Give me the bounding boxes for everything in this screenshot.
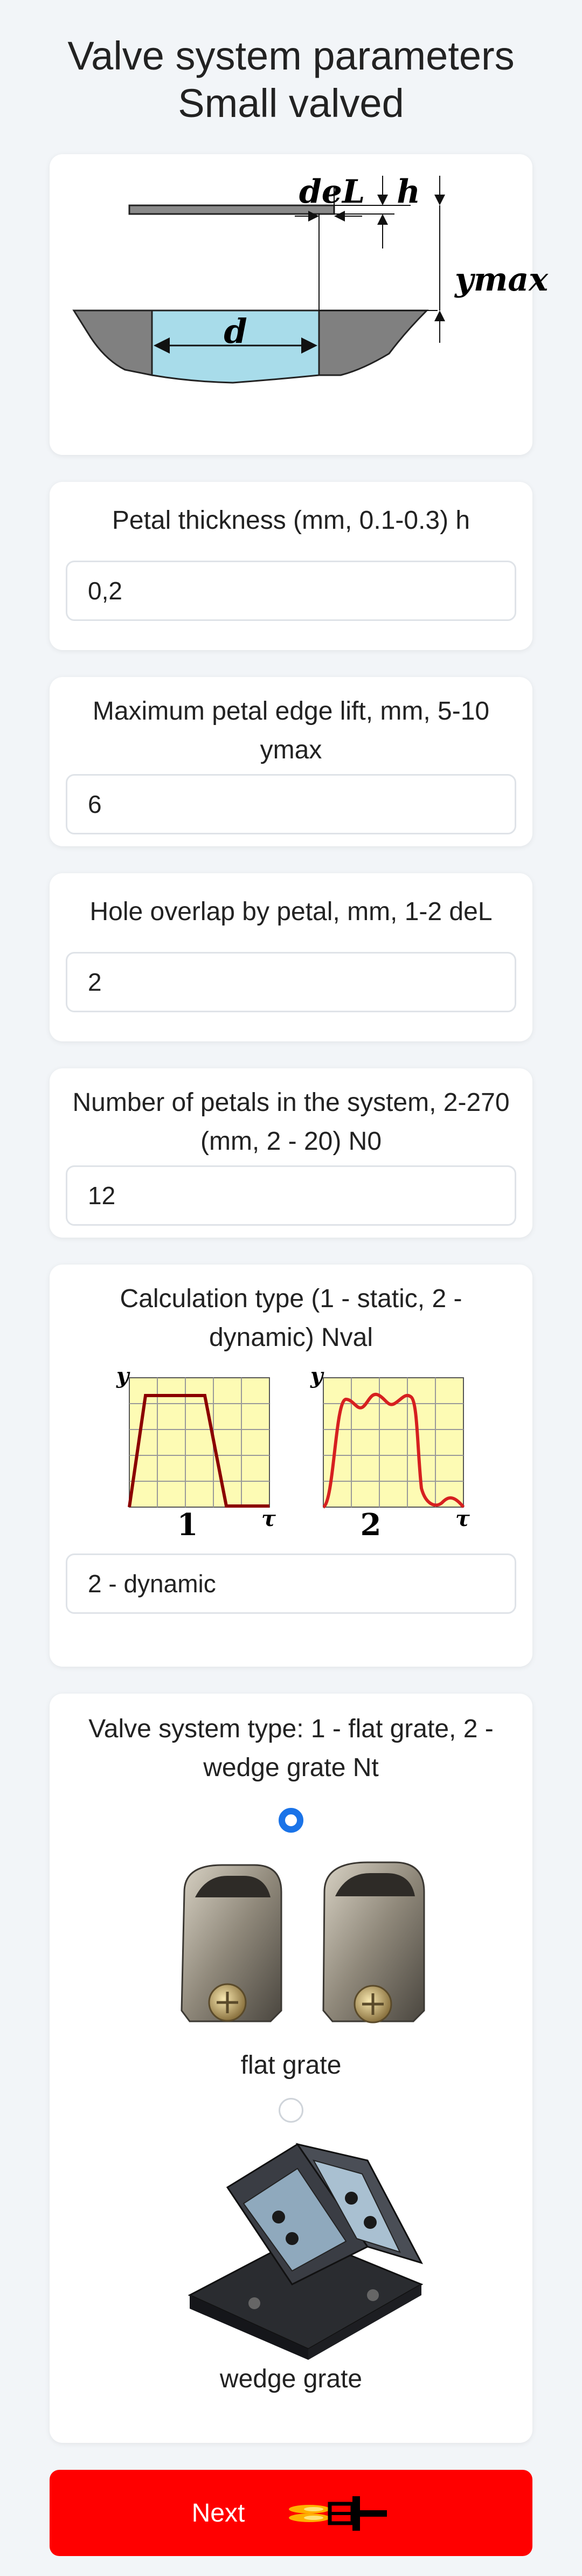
hole-overlap-input[interactable]: [66, 952, 516, 1012]
max-lift-label: Maximum petal edge lift, mm, 5-10 ymax: [92, 697, 490, 764]
max-lift-card: [50, 677, 532, 846]
engine-icon: [288, 2494, 390, 2532]
dynamic-chart-x-label: τ: [455, 1506, 470, 1531]
dynamic-chart: [302, 1363, 474, 1543]
max-lift-input[interactable]: [66, 774, 516, 834]
static-chart-x-label: τ: [261, 1506, 276, 1531]
right-wall: [319, 310, 427, 375]
next-button-label: Next: [191, 2498, 245, 2527]
static-chart-number: 1: [177, 1507, 198, 1543]
petal-count-input[interactable]: [66, 1165, 516, 1226]
valve-option-flat[interactable]: [66, 1808, 516, 2082]
petal-count-label: Number of petals in the system, 2-270 (mm, 2 - 20) N0: [72, 1088, 510, 1156]
valve-diagram-card: [50, 154, 548, 455]
d-label: d: [224, 312, 247, 351]
dynamic-chart-number: 2: [360, 1507, 382, 1543]
page-title: [50, 32, 532, 127]
calc-type-label: Calculation type (1 - static, 2 - dynamic) Nval: [120, 1284, 462, 1352]
left-wall: [74, 310, 152, 375]
flat-grate-label: flat grate: [240, 2051, 342, 2080]
static-chart-y-label: y: [116, 1363, 129, 1389]
h-label: h: [397, 173, 420, 211]
petal-thickness-label: Petal thickness (mm, 0.1-0.3) h: [112, 506, 470, 535]
ymax-label: ymax: [455, 261, 548, 299]
page-title-line1: Valve system parameters: [67, 33, 515, 78]
wedge-grate-image: [66, 2123, 549, 2360]
calc-type-card: [50, 1265, 532, 1667]
hole-overlap-label: Hole overlap by petal, mm, 1-2 deL: [89, 897, 493, 926]
static-chart: [108, 1363, 280, 1543]
petal-thickness-card: [50, 482, 532, 650]
valve-option-wedge[interactable]: [66, 2098, 516, 2395]
valve-diagram: [50, 154, 548, 455]
wedge-grate-radio[interactable]: [279, 2098, 303, 2123]
flat-grate-image: [66, 1833, 549, 2048]
flat-grate-radio[interactable]: [279, 1808, 303, 1833]
next-button[interactable]: [50, 2470, 532, 2556]
hole-overlap-card: [50, 873, 532, 1041]
petal-thickness-input[interactable]: [66, 561, 516, 621]
valve-type-card: [50, 1694, 532, 2443]
wedge-grate-label: wedge grate: [219, 2365, 363, 2393]
deL-label: deL: [299, 173, 365, 211]
calc-type-input[interactable]: [66, 1553, 516, 1614]
valve-type-label: Valve system type: 1 - flat grate, 2 - wedge grate Nt: [88, 1715, 494, 1782]
page-title-line2: Small valved: [178, 81, 404, 126]
calc-type-charts: [66, 1363, 516, 1543]
petal-count-card: [50, 1068, 532, 1238]
dynamic-chart-y-label: y: [310, 1363, 323, 1389]
